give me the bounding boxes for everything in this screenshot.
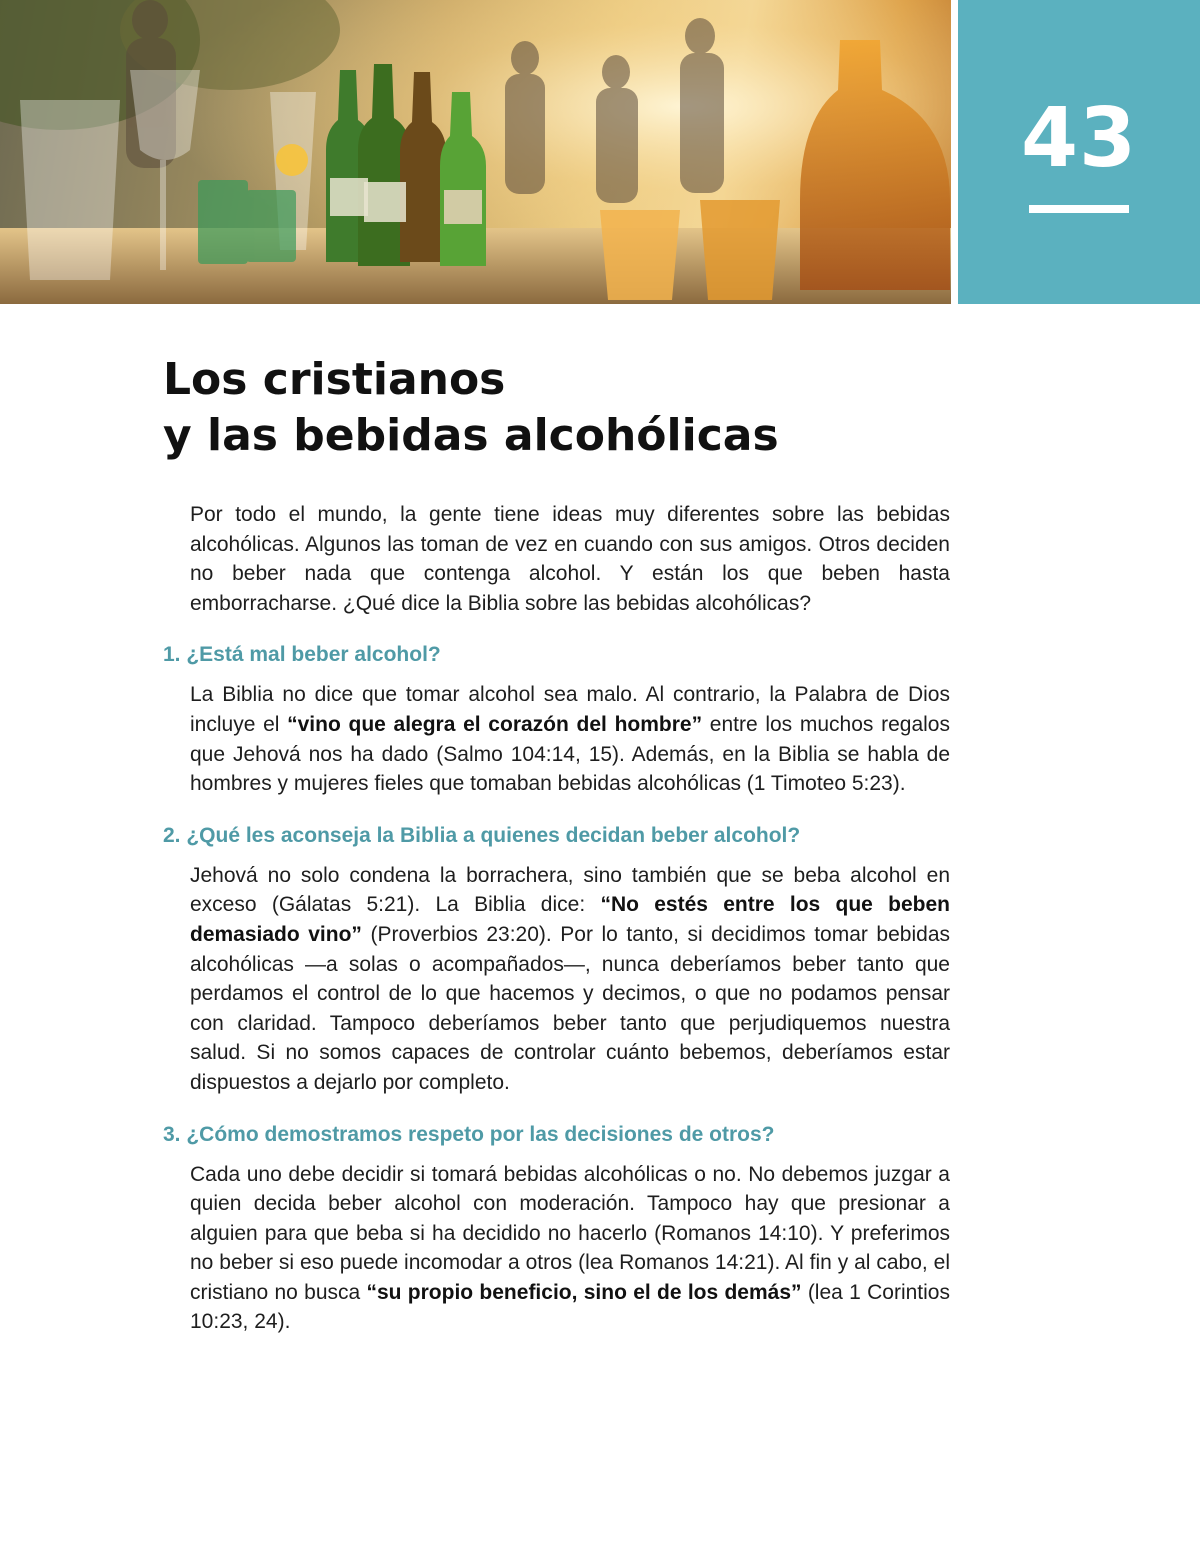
scripture-quote: “No estés entre los que beben demasiado vino” [190, 893, 950, 946]
question-heading: 2. ¿Qué les aconseja la Biblia a quienes decidan beber alcohol? [163, 823, 801, 847]
answer-text: La Biblia no dice que tomar alcohol sea malo. Al contrario, la Palabra de Dios incluye el [190, 683, 950, 736]
title-line-1: Los cristianos [163, 354, 506, 405]
answer-text: Cada uno debe decidir si tomará bebidas alcohólicas o no. No debemos juzgar a quien decida beber alcohol con moderación. Tampoco hay que presionar a alguien para que beba si ha decidido no hacerlo (Romanos 14:10). Y preferimos no beber si eso puede incomodar a otros (lea Romanos 14:21). Al fin y al cabo, el cristiano no busca [190, 1162, 950, 1304]
answer-text: (Proverbios 23:20). Por lo tanto, si decidimos tomar bebidas alcohólicas —a solas o acompañados—, nunca deberíamos beber tanto que perdamos el control de lo que hacemos y decimos, o que no podamos pensar con claridad. Tampoco deberíamos beber tanto que perjudiquemos nuestra salud. Si no somos capaces de controlar cuánto bebemos, deberíamos estar dispuestos a dejarlo por completo. [190, 922, 950, 1094]
scripture-quote: “vino que alegra el corazón del hombre” [287, 712, 703, 736]
lesson-content [163, 500, 950, 1359]
question-heading: 1. ¿Está mal beber alcohol? [163, 643, 441, 667]
answer-text: Jehová no solo condena la borrachera, sino también que se beba alcohol en exceso (Gálatas 5:21). La Biblia dice: [190, 863, 950, 917]
hero-photo [0, 0, 951, 304]
scripture-quote: “su propio beneficio, sino el de los demás” [366, 1280, 802, 1304]
intro-paragraph: Por todo el mundo, la gente tiene ideas muy diferentes sobre las bebidas alcohólicas. Algunos las toman de vez en cuando con sus amigos. Otros deciden no beber nada que contenga alcohol. Y están los que beben hasta emborracharse. ¿Qué dice la Biblia sobre las bebidas alcohólicas? [190, 503, 950, 615]
lesson-number: 43 [1020, 91, 1138, 186]
lesson-number-underline [1029, 205, 1129, 213]
answer-text: (lea 1 Corintios 10:23, 24). [190, 1280, 950, 1334]
drinks-table-illustration [0, 0, 951, 304]
question-heading: 3. ¿Cómo demostramos respeto por las decisiones de otros? [163, 1122, 775, 1146]
answer-paragraph [190, 1160, 950, 1338]
answer-paragraph [190, 861, 950, 1098]
lesson-title [163, 352, 779, 464]
section-1 [163, 640, 950, 798]
answer-text: entre los muchos regalos que Jehová nos ha dado (Salmo 104:14, 15). Además, en la Biblia se habla de hombres y mujeres fieles que tomaban bebidas alcohólicas (1 Timoteo 5:23). [190, 712, 950, 796]
section-3 [163, 1120, 950, 1338]
lesson-number-panel [958, 0, 1200, 304]
title-line-2: y las bebidas alcohólicas [163, 410, 779, 461]
section-2 [163, 821, 950, 1098]
answer-paragraph [190, 680, 950, 798]
